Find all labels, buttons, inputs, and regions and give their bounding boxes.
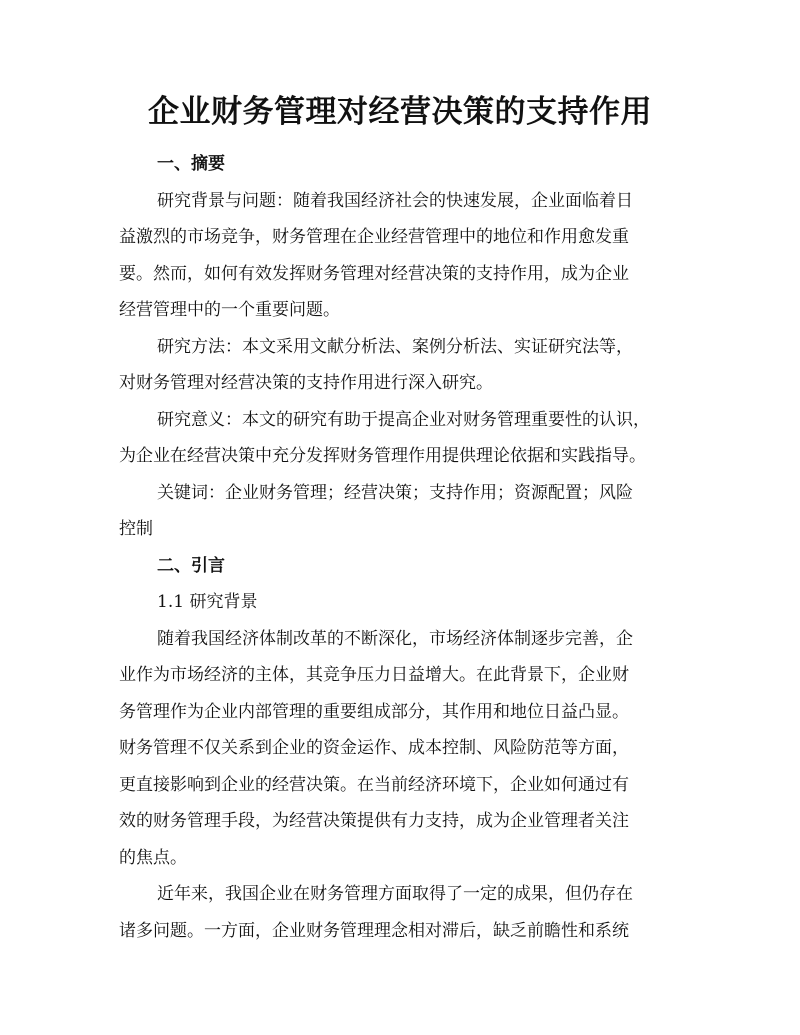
intro-paragraph-1-line-1: 随着我国经济体制改革的不断深化，市场经济体制逐步完善，企 — [157, 628, 633, 649]
keywords-line-1: 关键词：企业财务管理；经营决策；支持作用；资源配置；风险 — [157, 482, 633, 503]
abstract-paragraph-3-line-1: 研究意义：本文的研究有助于提高企业对财务管理重要性的认识， — [157, 409, 650, 430]
document-title: 企业财务管理对经营决策的支持作用 — [148, 94, 652, 130]
keywords-line-2: 控制 — [119, 519, 153, 539]
intro-paragraph-1-line-6: 效的财务管理手段，为经营决策提供有力支持，成为企业管理者关注 — [119, 811, 629, 831]
abstract-paragraph-3-line-2: 为企业在经营决策中充分发挥财务管理作用提供理论依据和实践指导。 — [119, 446, 646, 466]
abstract-paragraph-1-line-3: 要。然而，如何有效发挥财务管理对经营决策的支持作用，成为企业 — [119, 263, 629, 284]
intro-paragraph-2-line-2: 诸多问题。一方面，企业财务管理理念相对滞后，缺乏前瞻性和系统 — [119, 920, 629, 941]
intro-paragraph-2-line-1: 近年来，我国企业在财务管理方面取得了一定的成果，但仍存在 — [157, 884, 633, 904]
abstract-paragraph-1-line-2: 益激烈的市场竞争，财务管理在企业经营管理中的地位和作用愈发重 — [119, 227, 629, 247]
subheading-research-background: 1.1 研究背景 — [157, 592, 258, 612]
abstract-paragraph-2-line-2: 对财务管理对经营决策的支持作用进行深入研究。 — [119, 373, 493, 393]
intro-paragraph-1-line-7: 的焦点。 — [119, 847, 187, 868]
intro-paragraph-1-line-5: 更直接影响到企业的经营决策。在当前经济环境下，企业如何通过有 — [119, 774, 629, 795]
abstract-paragraph-1-line-1: 研究背景与问题：随着我国经济社会的快速发展，企业面临着日 — [157, 190, 633, 211]
introduction-heading: 二、引言 — [157, 555, 225, 576]
abstract-paragraph-1-line-4: 经营管理中的一个重要问题。 — [119, 300, 340, 320]
abstract-heading: 一、摘要 — [157, 154, 225, 174]
intro-paragraph-1-line-4: 财务管理不仅关系到企业的资金运作、成本控制、风险防范等方面， — [119, 738, 629, 758]
document-body — [119, 146, 675, 949]
abstract-paragraph-2-line-1: 研究方法：本文采用文献分析法、案例分析法、实证研究法等， — [157, 336, 633, 357]
intro-paragraph-1-line-2: 业作为市场经济的主体，其竞争压力日益增大。在此背景下，企业财 — [119, 665, 629, 685]
intro-paragraph-1-line-3: 务管理作为企业内部管理的重要组成部分，其作用和地位日益凸显。 — [119, 701, 629, 722]
